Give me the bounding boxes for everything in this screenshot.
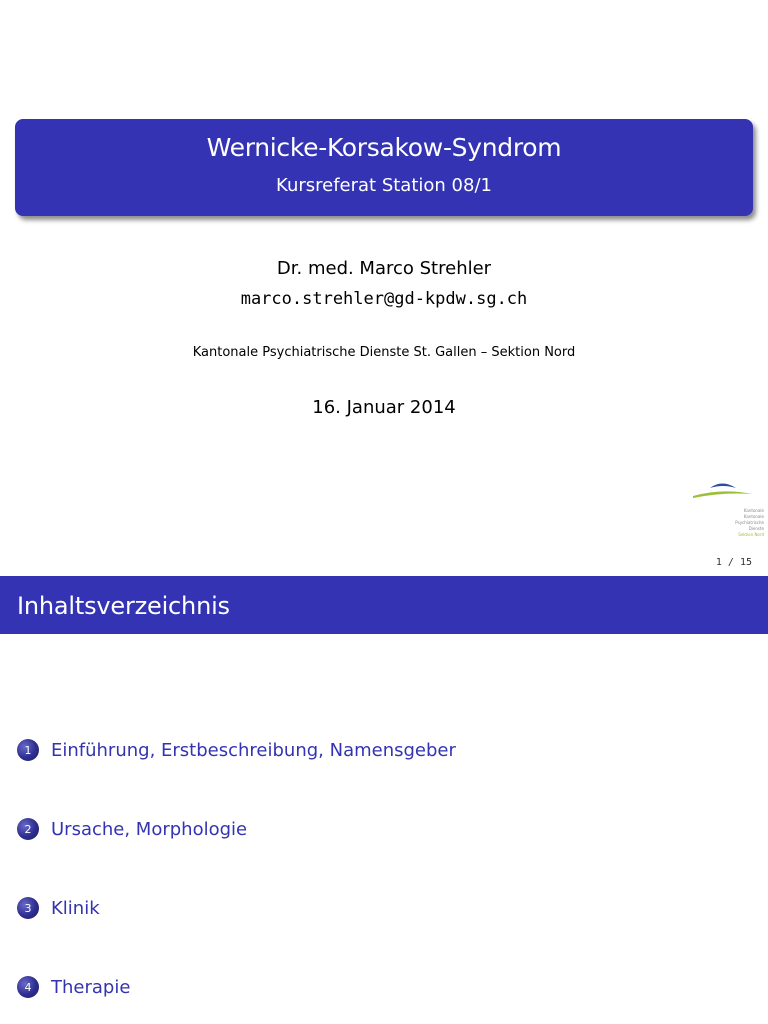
author-email: marco.strehler@gd-kpdw.sg.ch <box>240 289 528 309</box>
toc-item[interactable] <box>17 895 100 921</box>
toc-label[interactable]: Klinik <box>51 897 100 919</box>
toc-item[interactable] <box>17 816 247 842</box>
toc-number-badge: 2 <box>17 818 39 840</box>
presentation-date: 16. Januar 2014 <box>312 397 456 418</box>
toc-label[interactable]: Ursache, Morphologie <box>51 818 248 840</box>
logo-text: Kantonale Kantonale Psychiatrische Dienste Sektion Nord <box>735 508 764 537</box>
institution-logo <box>688 478 768 542</box>
author-name: Dr. med. Marco Strehler <box>276 258 492 279</box>
institute: Kantonale Psychiatrische Dienste St. Gallen – Sektion Nord <box>192 345 576 360</box>
logo-mark-icon <box>688 478 768 508</box>
toc-label[interactable]: Therapie <box>51 976 131 998</box>
frame-title-bar <box>0 576 768 634</box>
presentation-subtitle: Kursreferat Station 08/1 <box>276 175 492 196</box>
toc-item[interactable] <box>17 974 130 1000</box>
toc-item[interactable] <box>17 737 456 763</box>
toc-number-badge: 3 <box>17 897 39 919</box>
toc-number-badge: 1 <box>17 739 39 761</box>
toc-label[interactable]: Einführung, Erstbeschreibung, Namensgeber <box>51 739 456 761</box>
frame-title: Inhaltsverzeichnis <box>17 592 230 620</box>
title-box <box>15 119 753 216</box>
toc-slide <box>0 576 768 1024</box>
page-number: 1 / 15 <box>715 557 752 568</box>
toc-number-badge: 4 <box>17 976 39 998</box>
presentation-title: Wernicke-Korsakow-Syndrom <box>206 133 562 162</box>
